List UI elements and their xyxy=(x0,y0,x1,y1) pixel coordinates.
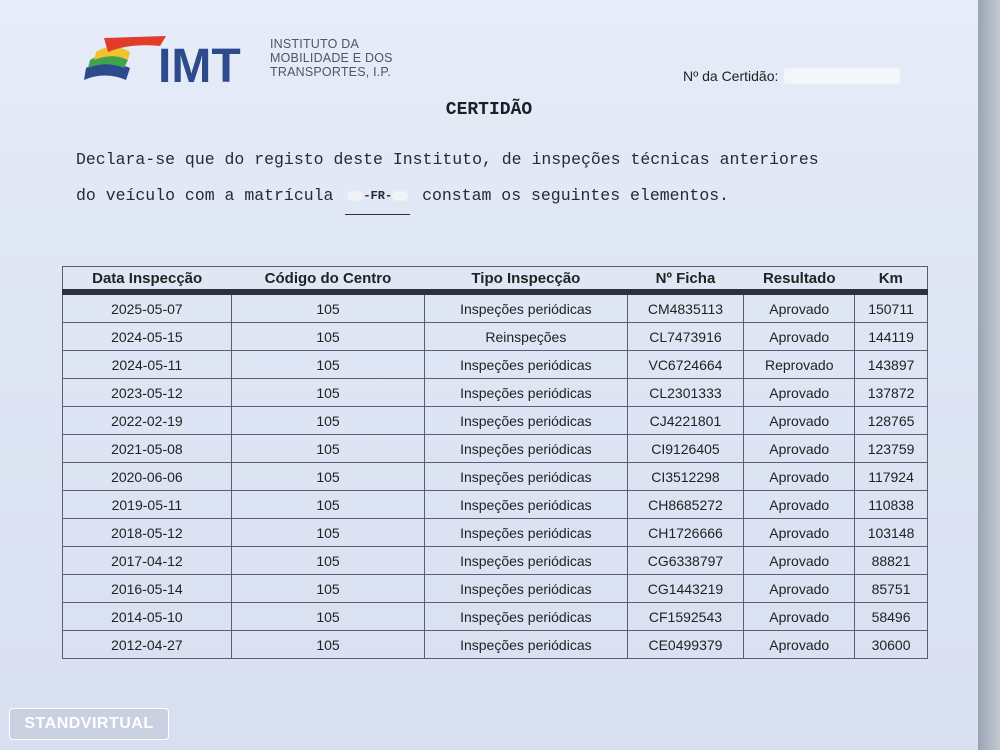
redaction-mark xyxy=(784,68,900,84)
table-cell: Aprovado xyxy=(744,407,855,435)
table-cell: Aprovado xyxy=(744,519,855,547)
table-cell: 105 xyxy=(231,351,424,379)
table-cell: Aprovado xyxy=(744,631,855,659)
table-cell: 123759 xyxy=(855,435,928,463)
table-cell: 105 xyxy=(231,631,424,659)
table-cell: 105 xyxy=(231,379,424,407)
column-header: Km xyxy=(855,267,928,293)
table-cell: 2025-05-07 xyxy=(63,292,232,323)
column-header: Data Inspecção xyxy=(63,267,232,293)
standvirtual-watermark: STANDVIRTUAL xyxy=(9,708,169,740)
table-cell: Aprovado xyxy=(744,491,855,519)
table-cell: 2023-05-12 xyxy=(63,379,232,407)
table-cell: 2022-02-19 xyxy=(63,407,232,435)
table-cell: Aprovado xyxy=(744,379,855,407)
redaction-mark xyxy=(347,191,363,201)
table-row xyxy=(63,575,928,603)
table-cell: Inspeções periódicas xyxy=(425,603,627,631)
table-row xyxy=(63,379,928,407)
table-cell: 137872 xyxy=(855,379,928,407)
document-title: CERTIDÃO xyxy=(445,100,533,120)
table-cell: Inspeções periódicas xyxy=(425,519,627,547)
table-cell: 2024-05-15 xyxy=(63,323,232,351)
table-row xyxy=(63,519,928,547)
certificate-number xyxy=(683,68,900,84)
table-cell: 103148 xyxy=(855,519,928,547)
table-cell: CI3512298 xyxy=(627,463,744,491)
table-cell: 85751 xyxy=(855,575,928,603)
table-cell: Reprovado xyxy=(744,351,855,379)
table-cell: Aprovado xyxy=(744,435,855,463)
table-cell: 2016-05-14 xyxy=(63,575,232,603)
table-cell: Aprovado xyxy=(744,603,855,631)
table-row xyxy=(63,407,928,435)
table-row xyxy=(63,603,928,631)
svg-text:IMT: IMT xyxy=(158,40,241,90)
table-cell: 105 xyxy=(231,407,424,435)
table-cell: 58496 xyxy=(855,603,928,631)
table-cell: 128765 xyxy=(855,407,928,435)
table-cell: CH1726666 xyxy=(627,519,744,547)
table-cell: 110838 xyxy=(855,491,928,519)
table-cell: CG6338797 xyxy=(627,547,744,575)
background-surface xyxy=(978,0,1000,750)
table-cell: Inspeções periódicas xyxy=(425,379,627,407)
column-header: Código do Centro xyxy=(231,267,424,293)
table-cell: Inspeções periódicas xyxy=(425,631,627,659)
table-cell: 150711 xyxy=(855,292,928,323)
table-cell: 105 xyxy=(231,323,424,351)
table-cell: 105 xyxy=(231,491,424,519)
table-cell: CJ4221801 xyxy=(627,407,744,435)
redaction-mark xyxy=(392,191,408,201)
table-cell: 2018-05-12 xyxy=(63,519,232,547)
table-cell: Inspeções periódicas xyxy=(425,491,627,519)
table-row xyxy=(63,292,928,323)
table-cell: CI9126405 xyxy=(627,435,744,463)
table-cell: Inspeções periódicas xyxy=(425,463,627,491)
institute-line: MOBILIDADE E DOS xyxy=(270,51,393,65)
inspection-table xyxy=(62,266,928,659)
table-cell: 105 xyxy=(231,292,424,323)
certificate-number-label: Nº da Certidão: xyxy=(683,68,779,84)
table-cell: Aprovado xyxy=(744,292,855,323)
table-cell: Aprovado xyxy=(744,547,855,575)
table-row xyxy=(63,435,928,463)
table-cell: 2014-05-10 xyxy=(63,603,232,631)
column-header: Tipo Inspecção xyxy=(425,267,627,293)
table-cell: CG1443219 xyxy=(627,575,744,603)
table-cell: 2021-05-08 xyxy=(63,435,232,463)
imt-logo xyxy=(82,30,262,90)
table-cell: CH8685272 xyxy=(627,491,744,519)
table-cell: Inspeções periódicas xyxy=(425,292,627,323)
license-plate xyxy=(345,178,410,215)
table-cell: 144119 xyxy=(855,323,928,351)
paragraph-line xyxy=(76,178,916,215)
plate-visible: -FR- xyxy=(363,189,393,203)
institute-line: INSTITUTO DA xyxy=(270,37,359,51)
table-cell: CE0499379 xyxy=(627,631,744,659)
table-cell: Inspeções periódicas xyxy=(425,435,627,463)
column-header: Nº Ficha xyxy=(627,267,744,293)
table-row xyxy=(63,463,928,491)
table-cell: 143897 xyxy=(855,351,928,379)
table-body xyxy=(63,292,928,659)
table-cell: 117924 xyxy=(855,463,928,491)
table-cell: Inspeções periódicas xyxy=(425,407,627,435)
table-cell: 105 xyxy=(231,435,424,463)
paragraph-line: Declara-se que do registo deste Instituto, de inspeções técnicas anteriores xyxy=(76,150,819,169)
table-cell: VC6724664 xyxy=(627,351,744,379)
table-cell: Aprovado xyxy=(744,323,855,351)
table-cell: 88821 xyxy=(855,547,928,575)
table-cell: Inspeções periódicas xyxy=(425,351,627,379)
table-cell: Aprovado xyxy=(744,463,855,491)
table-cell: 2019-05-11 xyxy=(63,491,232,519)
table-cell: 2024-05-11 xyxy=(63,351,232,379)
institute-line: TRANSPORTES, I.P. xyxy=(270,65,392,79)
table-cell: 2020-06-06 xyxy=(63,463,232,491)
table-cell: CM4835113 xyxy=(627,292,744,323)
table-cell: Inspeções periódicas xyxy=(425,575,627,603)
table-cell: Reinspeções xyxy=(425,323,627,351)
table-row xyxy=(63,491,928,519)
table-row xyxy=(63,323,928,351)
table-cell: 2017-04-12 xyxy=(63,547,232,575)
table-cell: 105 xyxy=(231,547,424,575)
table-cell: CL2301333 xyxy=(627,379,744,407)
table-row xyxy=(63,351,928,379)
table-cell: CL7473916 xyxy=(627,323,744,351)
table-row xyxy=(63,547,928,575)
institute-name xyxy=(270,37,393,79)
paragraph-text: constam os seguintes elementos. xyxy=(422,186,730,205)
declaration-paragraph xyxy=(76,142,916,215)
table-cell: 2012-04-27 xyxy=(63,631,232,659)
table-row xyxy=(63,631,928,659)
table-cell: CF1592543 xyxy=(627,603,744,631)
paragraph-text: do veículo com a matrícula xyxy=(76,186,334,205)
column-header: Resultado xyxy=(744,267,855,293)
table-cell: 105 xyxy=(231,575,424,603)
table-cell: 105 xyxy=(231,463,424,491)
table-cell: 30600 xyxy=(855,631,928,659)
table-cell: Inspeções periódicas xyxy=(425,547,627,575)
table-cell: 105 xyxy=(231,519,424,547)
table-cell: Aprovado xyxy=(744,575,855,603)
table-header-row xyxy=(63,267,928,293)
table-cell: 105 xyxy=(231,603,424,631)
